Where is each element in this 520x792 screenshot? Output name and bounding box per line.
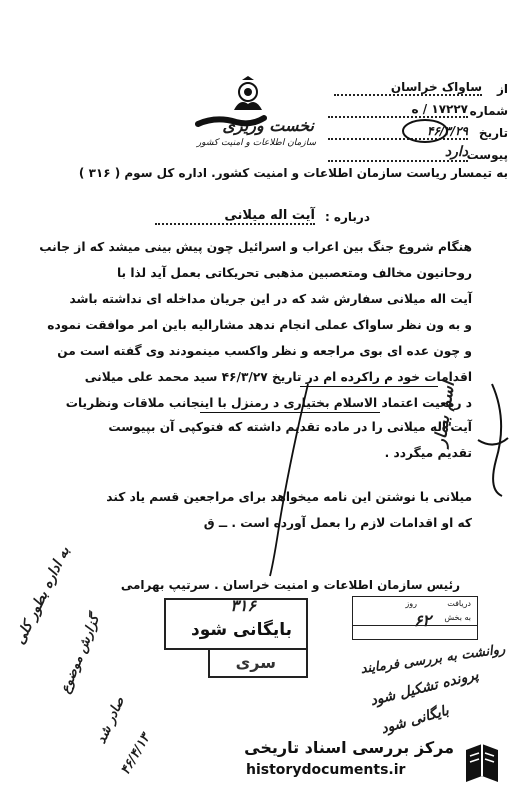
number-label: شماره (469, 104, 508, 118)
note-bottom-right-3: بایگانی شود (379, 702, 451, 738)
watermark-book-icon (462, 742, 502, 786)
body-line-2: روحانیون مخالف ومتعصبین مذهبی تحریکاتی بعمل آید لذا با (116, 266, 472, 280)
letterhead-subtitle: سازمان اطلاعات و امنیت کشور (196, 138, 316, 148)
underline-name (300, 386, 438, 387)
subject-label: درباره : (324, 210, 370, 224)
archive-stamp (164, 598, 308, 650)
handwritten-slash-mark (260, 380, 320, 580)
addressee-line: به تیمسار ریاست سازمان اطلاعات و امنیت کشور. اداره کل سوم ( ۳۱۶ ) (78, 166, 508, 180)
received-to: به بخش (444, 613, 471, 622)
body-line-4: و به ون نظر ساواک عملی انجام ندهد مشارالیه باین امر موافقت نموده (47, 318, 472, 332)
body-line-10: میلانی با نوشتن این نامه میخواهد برای مراجعین قسم یاد کند (106, 490, 472, 504)
received-stamp-divider (353, 625, 477, 626)
note-bottom-left-3: صادر شد (94, 694, 128, 747)
date-label: تاریخ (478, 126, 508, 140)
secret-stamp-label: سری (235, 653, 276, 672)
received-day: روز (405, 599, 417, 608)
attachment-label: پیوست (466, 148, 508, 162)
body-line-9: تقدیم میگردد . (384, 446, 472, 460)
body-line-5: و چون عده ای بوی مراجعه و نظر واکسب مینمودند وی گفته است من (57, 344, 472, 358)
date-value: ۴۶/۳/۲۹ (328, 124, 468, 140)
archive-stamp-label: بایگانی شود (190, 620, 292, 640)
received-number: ۶۲ (413, 611, 431, 630)
number-value: ۱۷۲۲۷ / ه (328, 102, 468, 118)
body-line-11: که او اقدامات لازم را بعمل آورده است . ــ ق (203, 516, 472, 530)
from-label: از (496, 82, 508, 96)
watermark-site: historydocuments.ir (246, 762, 406, 778)
from-value: ساواک خراسان (334, 80, 482, 96)
body-line-1: هنگام شروع جنگ بین اعراب و اسرائیل چون پیش بینی میشد که از جانب (39, 240, 472, 254)
note-bottom-right-2: پرونده تشکیل شود (368, 666, 481, 710)
lion-and-sun-emblem-icon (228, 76, 268, 116)
margin-note-right: اسم بیمار (430, 380, 458, 448)
watermark-org: مرکز بررسی اسناد تاریخی (244, 738, 454, 757)
note-bottom-left-1: به اداره بطور کلی (12, 544, 74, 648)
ink-mark-left (196, 112, 266, 132)
date-circle-mark (400, 116, 450, 146)
attachment-value: دارد (328, 144, 468, 162)
archive-number: ۳۱۶ (230, 596, 256, 615)
body-line-8: آیت اله میلانی را در ماده تقدیم داشته که فتوکپی آن بپیوست (108, 420, 472, 434)
subject-value: آیت اله میلانی (155, 208, 315, 225)
note-bottom-left-2: گزارش موضوع (58, 613, 103, 696)
note-bottom-left-4: ۴۶/۴/۱۳ (118, 731, 154, 778)
secret-stamp (208, 648, 308, 678)
margin-scribble-right (468, 380, 518, 500)
body-line-7: د رمعیت اعتماد الاسلام بختیاری د رمنزل با اینجانب ملاقات ونظریات (65, 396, 472, 410)
letterhead-title: نخست وزیری (222, 116, 314, 135)
body-line-3: آیت اله میلانی سفارش شد که در این جریان مداخله ای نداشته باشد (69, 292, 472, 306)
received-title: دریافت (447, 599, 471, 608)
body-line-6: اقدامات خود م راکرده ام در تاریخ ۴۶/۳/۲۷ سید محمد علی میلانی (84, 370, 472, 384)
signature-line: رئیس سازمان اطلاعات و امنیت خراسان . سرتیپ بهرامی (120, 578, 460, 592)
note-bottom-right-1: روانشت به بررسی فرمایند (359, 641, 507, 678)
received-stamp (352, 596, 478, 640)
